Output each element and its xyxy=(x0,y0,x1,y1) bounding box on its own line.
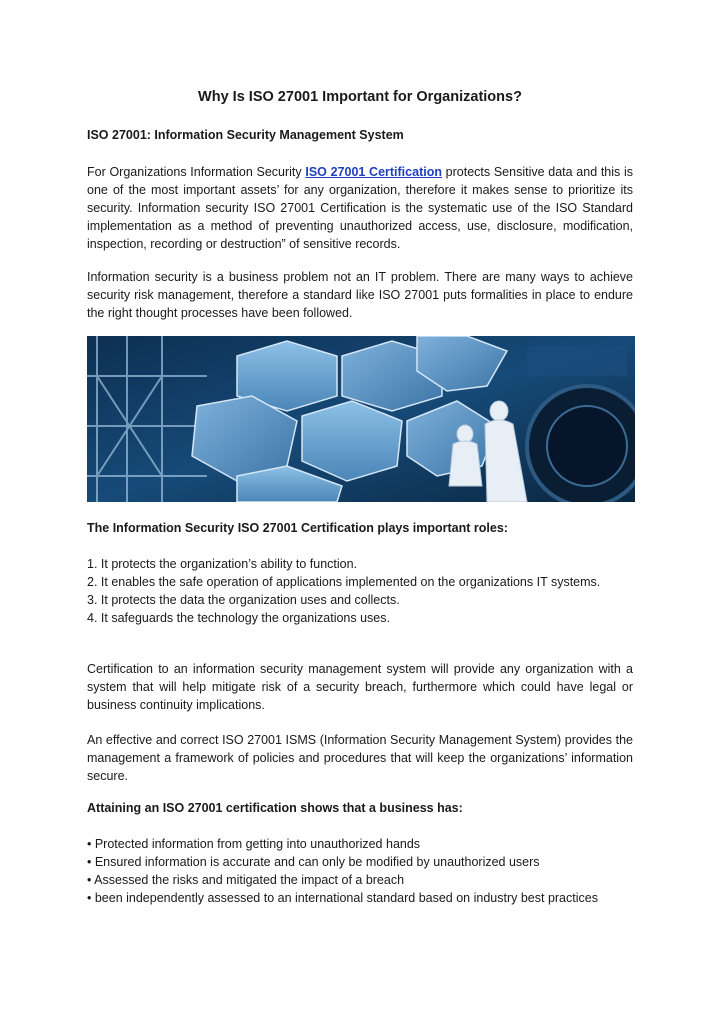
para-intro-text-start: For Organizations Information Security xyxy=(87,165,306,179)
paragraph-isms: An effective and correct ISO 27001 ISMS (Information Security Management System) provides the management a framework of policies and procedures that will keep the organizations’ information secure. xyxy=(87,733,633,783)
list-item: 1. It protects the organization’s ability to function. xyxy=(87,557,358,571)
section-heading-benefits: Attaining an ISO 27001 certification shows that a business has: xyxy=(87,801,463,815)
mirror-segments-photo xyxy=(87,336,635,502)
list-item: 3. It protects the data the organization uses and collects. xyxy=(87,593,400,607)
page-title: Why Is ISO 27001 Important for Organizations? xyxy=(198,89,522,105)
list-item: 4. It safeguards the technology the organizations uses. xyxy=(87,611,390,625)
list-item: • Assessed the risks and mitigated the impact of a breach xyxy=(87,873,405,887)
list-item: • Protected information from getting into unauthorized hands xyxy=(87,837,421,851)
iso-27001-certification-link[interactable]: ISO 27001 Certification xyxy=(305,165,442,179)
section-heading-isms: ISO 27001: Information Security Management System xyxy=(87,128,404,142)
benefits-list xyxy=(87,835,633,907)
list-item: • been independently assessed to an international standard based on industry best practices xyxy=(87,891,598,905)
roles-list xyxy=(87,555,633,627)
section-heading-roles: The Information Security ISO 27001 Certification plays important roles: xyxy=(87,521,508,535)
list-item: • Ensured information is accurate and can only be modified by unauthorized users xyxy=(87,855,540,869)
paragraph-certification: Certification to an information security management system will provide any organization with a system that will help mitigate risk of a security breach, furthermore which could have legal or business continuity implications. xyxy=(87,662,633,712)
paragraph-business-problem: Information security is a business problem not an IT problem. There are many ways to achieve security risk management, therefore a standard like ISO 27001 puts formalities in place to endure the right thought processes have been followed. xyxy=(87,270,633,320)
paragraph-intro xyxy=(87,163,633,253)
para-intro-text-end: protects Sensitive data and this is one of the most important assets’ for any organization, therefore it makes sense to prioritize its security. Information security ISO 27001 Certification is the systematic use of the ISO Standard implementation as a method of preventing unauthorized access, use, disclosure, modification, inspection, recording or destruction” of sensitive records. xyxy=(87,165,634,251)
list-item: 2. It enables the safe operation of applications implemented on the organizations IT systems. xyxy=(87,575,601,589)
